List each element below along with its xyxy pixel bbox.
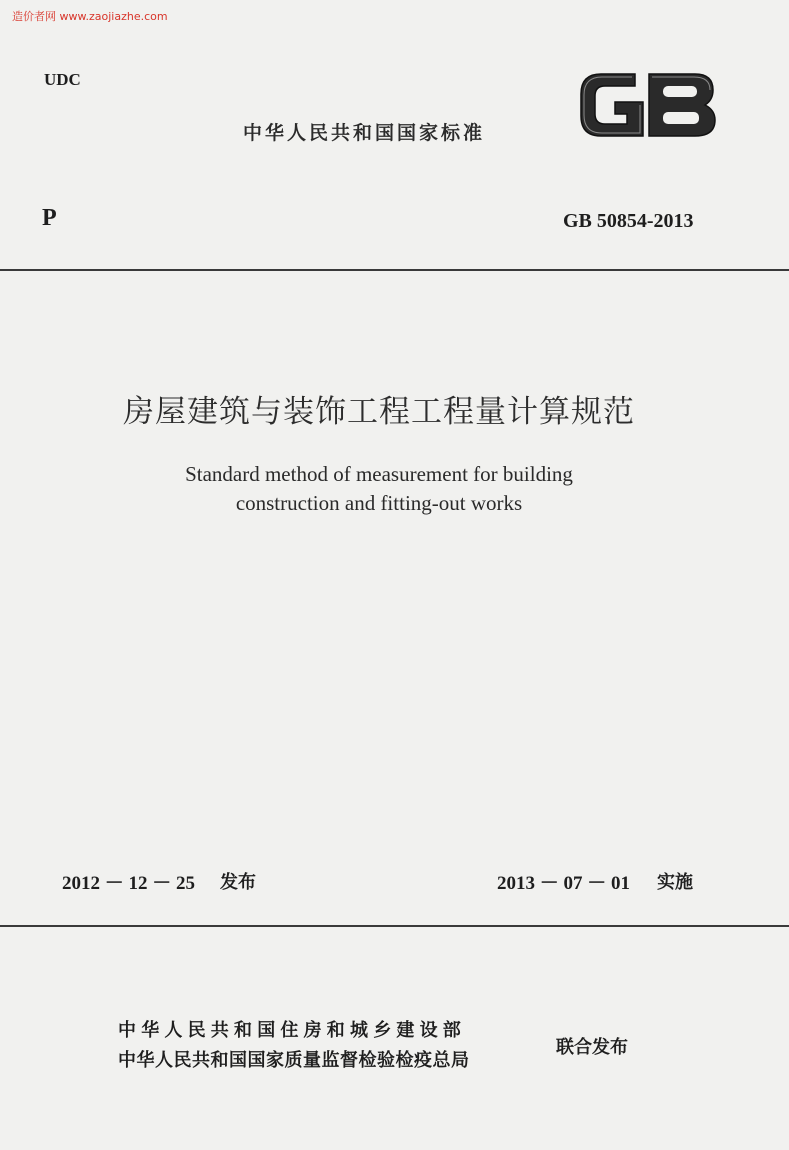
implementation-date: 2013 － 07 － 01 [497, 873, 631, 894]
title-chinese: 房屋建筑与装饰工程工程量计算规范 [123, 394, 635, 430]
udc-label: UDC [44, 70, 81, 89]
title-english [0, 460, 758, 518]
bottom-divider [0, 925, 789, 927]
gb-logo [577, 68, 719, 142]
standard-number: GB 50854-2013 [563, 210, 694, 232]
issue-label: 发布 [220, 872, 256, 893]
issue-date: 2012 － 12 － 25 [62, 873, 196, 894]
watermark-text: 造价者网 www.zaojiazhe.com [12, 10, 168, 23]
title-english-line2: construction and fitting-out works [235, 491, 523, 515]
publisher-quality-administration: 中华人民共和国国家质量监督检验检疫总局 [118, 1050, 470, 1071]
title-english-line1: Standard method of measurement for building [185, 462, 573, 486]
classification-letter: P [42, 205, 57, 231]
implementation-label: 实施 [657, 872, 693, 893]
top-divider [0, 269, 789, 271]
national-standard-heading: 中华人民共和国国家标准 [243, 122, 486, 144]
joint-issue-label: 联合发布 [556, 1037, 628, 1058]
publisher-ministry-housing: 中华人民共和国住房和城乡建设部 [118, 1020, 466, 1041]
